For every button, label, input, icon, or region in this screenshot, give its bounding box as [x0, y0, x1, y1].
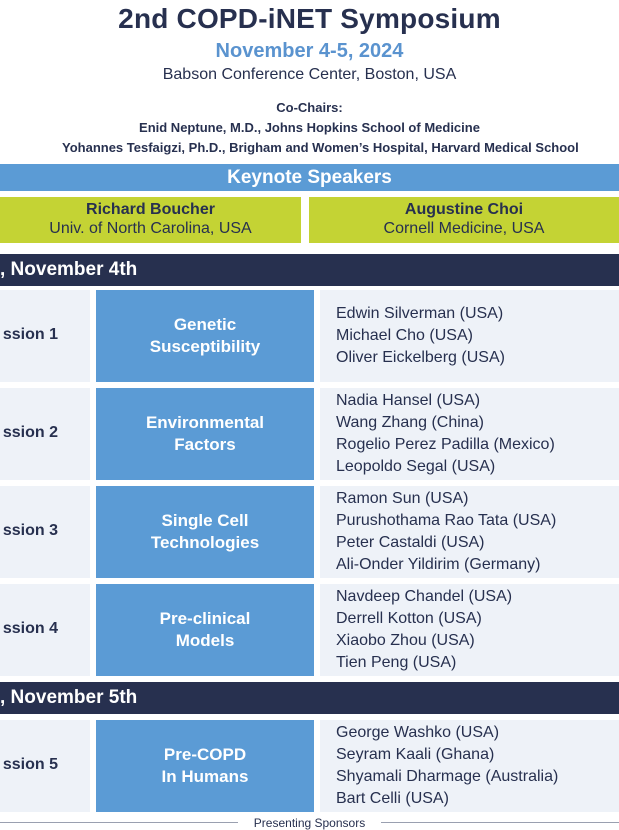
speaker-country: (China)	[431, 414, 484, 431]
speaker-country: (USA)	[438, 610, 482, 627]
speaker-entry	[336, 652, 619, 674]
speaker-entry	[336, 532, 619, 554]
session-label-cell	[0, 584, 90, 676]
day-2-header	[0, 682, 619, 714]
speaker-country: (USA)	[440, 534, 485, 551]
speaker-country: (Mexico)	[493, 436, 555, 453]
speaker-name: Leopoldo Segal	[336, 458, 448, 475]
day-1-label: , November 4th	[0, 259, 138, 280]
session-topic-line: Pre-clinical	[159, 609, 251, 628]
session-label: ssion 5	[2, 756, 58, 773]
speaker-entry	[336, 456, 619, 478]
speaker-country: (USA)	[451, 458, 496, 475]
sponsors-label-text: Presenting Sponsors	[238, 816, 381, 830]
session-topic-line: Single Cell	[161, 511, 249, 530]
session-label: ssion 4	[2, 620, 58, 637]
session-speakers	[320, 584, 619, 676]
speaker-name: Navdeep Chandel	[336, 588, 465, 605]
symposium-title: 2nd COPD-iNET Symposium	[118, 3, 501, 34]
speaker-entry	[336, 788, 619, 810]
session-speakers	[320, 388, 619, 480]
session-topic	[96, 290, 314, 382]
speaker-entry	[336, 630, 619, 652]
speaker-name: Ramon Sun	[336, 490, 421, 507]
speaker-entry	[336, 608, 619, 630]
speaker-name: Tien Peng	[336, 654, 409, 671]
speaker-country: (Australia)	[485, 768, 559, 785]
speaker-country: (USA)	[455, 724, 500, 741]
session-speakers	[320, 290, 619, 382]
speaker-country: (Germany)	[464, 556, 541, 573]
session-topic	[96, 388, 314, 480]
speaker-name: Xiaobo Zhou	[336, 632, 427, 649]
speaker-country: (USA)	[468, 588, 513, 605]
day-2-label: , November 5th	[0, 687, 138, 708]
speaker-entry	[336, 586, 619, 608]
session-label-cell	[0, 290, 90, 382]
speaker-name: Rogelio Perez Padilla	[336, 436, 489, 453]
session-label: ssion 2	[2, 424, 58, 441]
session-topic	[96, 720, 314, 812]
speaker-name: Bart Celli	[336, 790, 401, 807]
speaker-name: Michael Cho	[336, 327, 425, 344]
speaker-entry	[336, 390, 619, 412]
session-speakers	[320, 486, 619, 578]
keynote-speaker-card	[309, 197, 619, 243]
session-topic-line: Environmental	[145, 413, 265, 432]
speaker-entry	[336, 303, 619, 325]
session-topic-line: In Humans	[161, 767, 249, 786]
speaker-entry	[336, 554, 619, 576]
keynote-speaker-name: Richard Boucher	[86, 201, 215, 218]
speaker-name: Derrell Kotton	[336, 610, 434, 627]
keynote-speaker-affiliation: Univ. of North Carolina, USA	[49, 220, 252, 237]
speaker-country: (USA)	[431, 632, 475, 649]
speaker-country: (Ghana)	[435, 746, 495, 763]
session-topic-line: Susceptibility	[149, 337, 261, 356]
session-label: ssion 3	[2, 522, 58, 539]
symposium-dates: November 4-5, 2024	[215, 40, 404, 62]
speaker-name: George Washko	[336, 724, 452, 741]
symposium-venue: Babson Conference Center, Boston, USA	[162, 66, 457, 83]
speaker-country: (USA)	[459, 305, 504, 322]
session-row	[0, 290, 619, 382]
session-label-cell	[0, 720, 90, 812]
speaker-country: (USA)	[461, 349, 505, 366]
cochairs-label: Co-Chairs:	[276, 100, 343, 115]
speaker-country: (USA)	[429, 327, 473, 344]
session-label-cell	[0, 486, 90, 578]
session-topic	[96, 584, 314, 676]
session-speakers	[320, 720, 619, 812]
speaker-entry	[336, 488, 619, 510]
day-1-header	[0, 254, 619, 286]
session-topic-line: Factors	[174, 435, 236, 454]
session-row	[0, 486, 619, 578]
speaker-entry	[336, 766, 619, 788]
speaker-entry	[336, 744, 619, 766]
session-label-cell	[0, 388, 90, 480]
speaker-name: Ali-Onder Yildirim	[336, 556, 460, 573]
speaker-name: Nadia Hansel	[336, 392, 433, 409]
speaker-name: Purushothama Rao Tata	[336, 512, 509, 529]
keynote-speaker-name: Augustine Choi	[404, 201, 524, 218]
speaker-country: (USA)	[436, 392, 481, 409]
speaker-name: Wang Zhang	[336, 414, 428, 431]
keynote-speaker-card	[0, 197, 301, 243]
speaker-entry	[336, 347, 619, 369]
keynote-speakers-header: Keynote Speakers	[0, 164, 619, 191]
session-row	[0, 584, 619, 676]
speaker-name: Oliver Eickelberg	[336, 349, 457, 366]
session-label: ssion 1	[2, 326, 58, 343]
session-topic-line: Technologies	[150, 533, 260, 552]
session-row	[0, 388, 619, 480]
session-topic-line: Models	[175, 631, 235, 650]
speaker-country: (USA)	[405, 790, 449, 807]
cochair-2: Yohannes Tesfaigzi, Ph.D., Brigham and Women’s Hospital, Harvard Medical School	[62, 140, 579, 155]
speaker-country: (USA)	[512, 512, 557, 529]
speaker-entry	[336, 722, 619, 744]
sponsors-label	[0, 816, 619, 830]
session-row	[0, 720, 619, 812]
speaker-entry	[336, 412, 619, 434]
speaker-name: Shyamali Dharmage	[336, 768, 481, 785]
speaker-name: Peter Castaldi	[336, 534, 437, 551]
session-topic-line: Genetic	[173, 315, 237, 334]
speaker-name: Edwin Silverman	[336, 305, 456, 322]
speaker-entry	[336, 510, 619, 532]
speaker-name: Seyram Kaali	[336, 746, 432, 763]
speaker-country: (USA)	[424, 490, 469, 507]
cochair-1: Enid Neptune, M.D., Johns Hopkins School of Medicine	[139, 120, 480, 135]
speaker-entry	[336, 325, 619, 347]
speaker-country: (USA)	[412, 654, 457, 671]
keynote-speaker-affiliation: Cornell Medicine, USA	[383, 220, 545, 237]
speaker-entry	[336, 434, 619, 456]
session-topic	[96, 486, 314, 578]
session-topic-line: Pre-COPD	[163, 745, 247, 764]
